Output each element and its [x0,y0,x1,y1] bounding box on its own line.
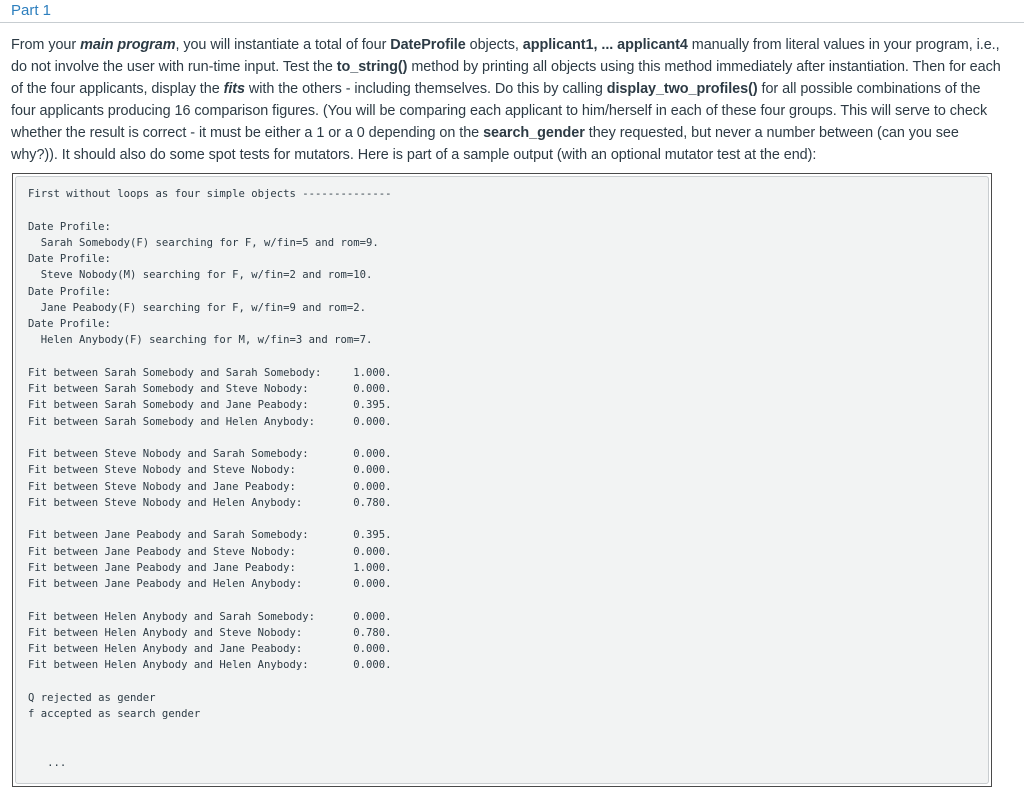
sample-output-block [15,176,989,784]
intro-text: they requested, but never a number between (can you see why?)). It should also do some spot tests for mutators. Here is part of a sample output (with an optional mutator test at the end): [11,124,959,163]
intro-text: for all possible combinations of the four applicants producing 16 comparison figures. (You will be comparing each applicant to him/herself in each of these four groups. This will serve to check whether the result is correct - it must be either a 1 or a 0 depending on the [11,80,988,141]
output-line: Date Profile: [28,253,111,265]
output-line [28,674,392,690]
output-line: ... [28,756,67,769]
search-gender-term: search_gender [483,124,585,141]
section-divider [0,22,1024,23]
intro-text: From your [11,37,81,53]
intro-text: objects, [465,37,523,53]
output-line: Fit between Sarah Somebody and Steve Nobody: 0.000. [28,383,392,395]
output-line: Fit between Jane Peabody and Steve Nobody: 0.000. [28,545,392,558]
output-line: f accepted as search gender [28,708,201,720]
output-line: Date Profile: [28,285,111,298]
output-line [28,722,392,738]
output-line: Fit between Steve Nobody and Helen Anybody: 0.780. [28,496,392,509]
applicants-term: applicant1, ... applicant4 [522,37,688,53]
dateprofile-term: DateProfile [390,37,466,53]
output-line: Fit between Steve Nobody and Sarah Somebody: 0.000. [28,448,392,460]
output-line [28,739,392,755]
sample-output-text [28,186,392,771]
section-title: Part 1 [11,2,52,19]
output-line: Fit between Helen Anybody and Steve Nobody: 0.780. [28,626,392,639]
output-line: Fit between Helen Anybody and Sarah Somebody: 0.000. [28,610,392,623]
output-line: Helen Anybody(F) searching for M, w/fin=3 and rom=7. [28,334,373,347]
to-string-term: to_string() [336,58,408,75]
output-line: Jane Peabody(F) searching for F, w/fin=9 and rom=2. [28,301,367,314]
output-line [28,430,392,446]
output-line: Sarah Somebody(F) searching for F, w/fin=5 and rom=9. [28,236,379,249]
output-line: Fit between Steve Nobody and Jane Peabody: 0.000. [28,480,392,493]
output-line: Fit between Helen Anybody and Helen Anybody: 0.000. [28,659,392,672]
intro-text: manually from literal values in your program, i.e., do not involve the user with run-time input. Test the [11,37,1000,75]
sample-output-frame [12,173,992,787]
output-line: Steve Nobody(M) searching for F, w/fin=2 and rom=10. [28,269,373,282]
output-line: Fit between Steve Nobody and Steve Nobody: 0.000. [28,464,392,477]
output-line: First without loops as four simple objects -------------- [28,188,392,200]
output-line [28,349,392,365]
output-line: Date Profile: [28,318,111,330]
output-line [28,511,392,527]
output-line: Fit between Jane Peabody and Sarah Somebody: 0.395. [28,529,392,542]
output-line: Fit between Sarah Somebody and Jane Peabody: 0.395. [28,399,392,412]
fits-term: fits [223,80,245,97]
output-line: Fit between Sarah Somebody and Helen Anybody: 0.000. [28,415,392,428]
output-line: Fit between Sarah Somebody and Sarah Somebody: 1.000. [28,366,392,379]
main-program-term: main program [80,37,176,53]
output-line [28,202,392,218]
output-line [28,592,392,608]
output-line: Fit between Helen Anybody and Jane Peabody: 0.000. [28,643,392,655]
output-line: Fit between Jane Peabody and Jane Peabody: 1.000. [28,561,392,574]
intro-text: method by printing all objects using this method immediately after instantiation. Then for each of the four applicants, display the [11,58,1001,97]
output-line: Date Profile: [28,220,111,233]
intro-text: , you will instantiate a total of four [175,37,391,53]
output-line: Q rejected as gender [28,691,156,704]
output-line: Fit between Jane Peabody and Helen Anybody: 0.000. [28,578,392,590]
display-two-profiles-term: display_two_profiles() [606,80,758,97]
assignment-instructions [11,35,1001,166]
intro-text: with the others - including themselves. Do this by calling [244,80,607,97]
